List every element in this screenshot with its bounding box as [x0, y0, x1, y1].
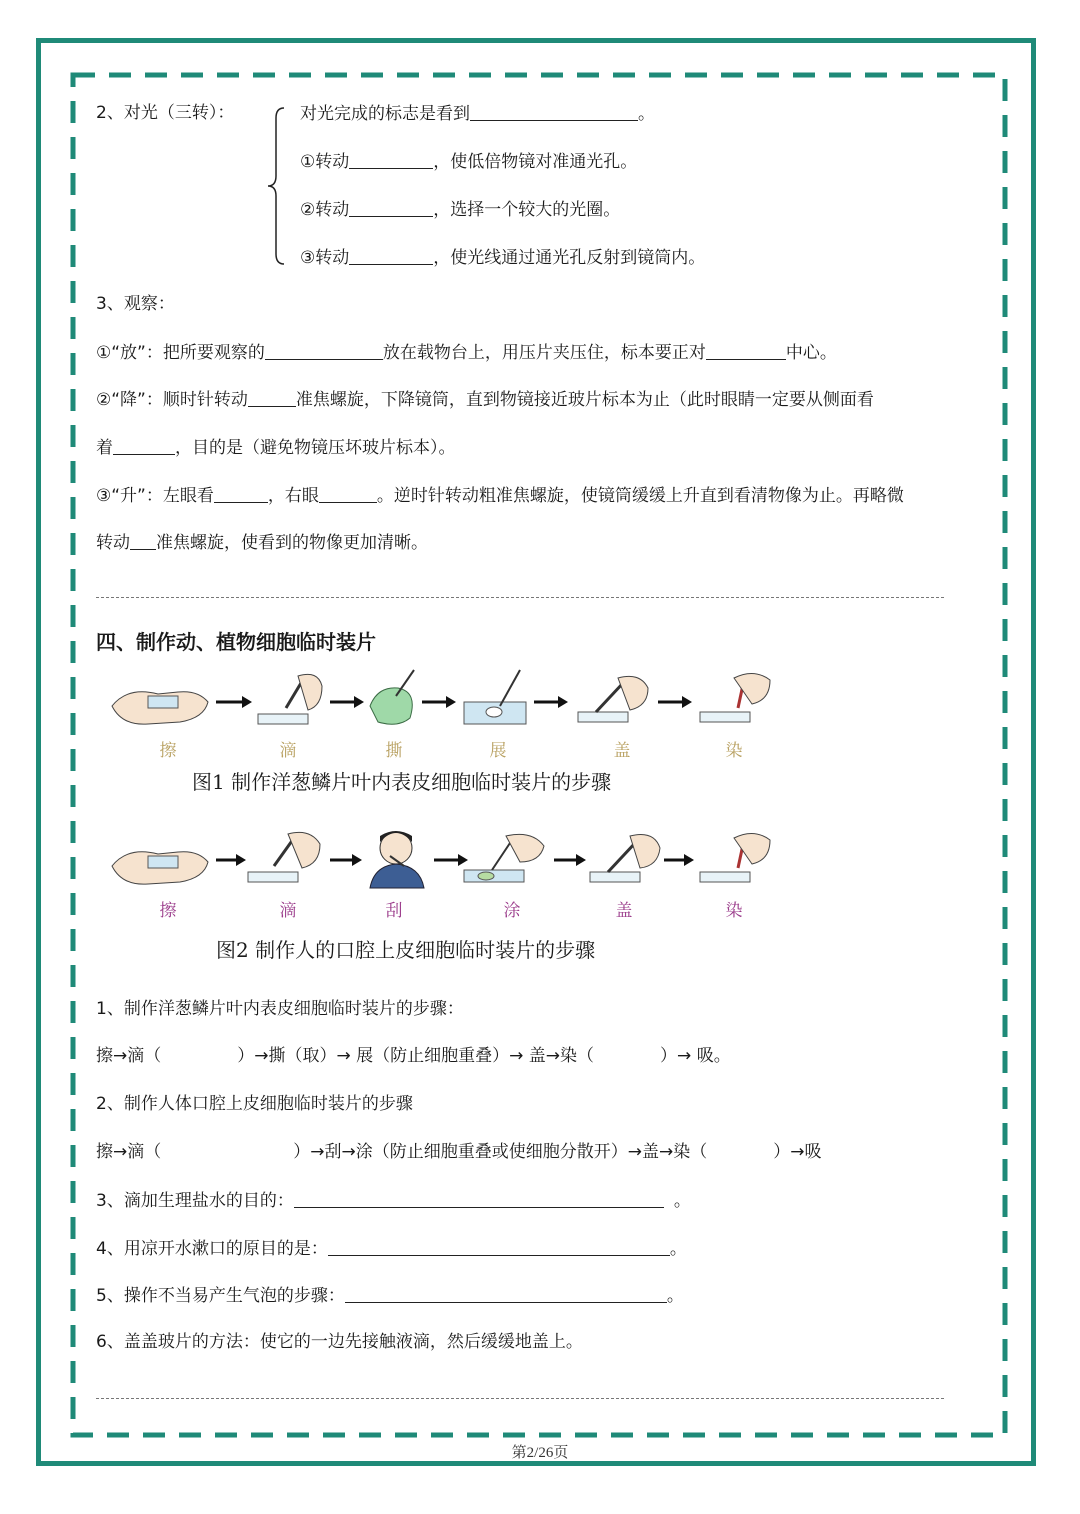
text: 3、滴加生理盐水的目的：	[96, 1191, 294, 1211]
text: 中心。	[785, 343, 837, 363]
fig1-label-1: 擦	[159, 741, 177, 761]
text: ，目的是（避免物镜压坏玻片标本）。	[175, 438, 456, 458]
arrow-icon	[216, 854, 246, 866]
sign-end: 。	[638, 104, 655, 124]
step-2	[300, 198, 620, 221]
text: ）→ 吸。	[660, 1046, 731, 1066]
text: 转动	[96, 533, 130, 553]
arrow-icon	[664, 854, 694, 866]
answer-blank[interactable]	[328, 1237, 670, 1256]
text: 。逆时针转动粗准焦螺旋，使镜筒缓缓上升直到看清物像为止。再略微	[376, 486, 904, 506]
observe-line-4	[96, 484, 904, 507]
arrow-icon	[216, 696, 252, 708]
cover-slip-icon	[578, 676, 648, 722]
answer-blank[interactable]	[294, 1189, 664, 1208]
step-1-b: ，使低倍物镜对准通光孔。	[433, 152, 638, 172]
section3-title: 3、观察：	[96, 294, 175, 314]
section4-heading: 四、制作动、植物细胞临时装片	[96, 630, 376, 654]
question-2-steps	[96, 1141, 821, 1163]
text: 。	[669, 1239, 687, 1259]
divider	[96, 1398, 944, 1399]
text: 放在载物台上，用压片夹压住，标本要正对	[382, 343, 706, 363]
fig2-label-5: 盖	[615, 901, 633, 921]
text: ①“放”：把所要观察的	[96, 343, 265, 363]
inner-dashed-frame	[70, 72, 1008, 1438]
text: ②“降”：顺时针转动	[96, 390, 248, 410]
question-5	[96, 1284, 684, 1307]
arrow-icon	[534, 696, 568, 708]
blank[interactable]	[248, 388, 296, 407]
step-1	[300, 150, 637, 173]
figure-1-caption: 图1 制作洋葱鳞片叶内表皮细胞临时装片的步骤	[192, 770, 612, 794]
arrow-icon	[434, 854, 468, 866]
dropper-icon	[258, 674, 322, 724]
blank[interactable]	[706, 341, 786, 360]
text: 准焦螺旋，下降镜筒，直到物镜接近玻片标本为止（此时眼睛一定要从侧面看	[295, 390, 874, 410]
text: 。	[673, 1191, 691, 1211]
blank[interactable]	[349, 198, 433, 217]
step-3-b: ，使光线通过通光孔反射到镜筒内。	[433, 248, 706, 268]
question-2: 2、制作人体口腔上皮细胞临时装片的步骤	[96, 1094, 413, 1114]
section2-title: 2、对光（三转）：	[96, 103, 235, 123]
question-6: 6、盖盖玻片的方法：使它的一边先接触液滴，然后缓缓地盖上。	[96, 1332, 583, 1352]
sign-text: 对光完成的标志是看到	[300, 104, 470, 124]
text: ③“升”：左眼看	[96, 486, 214, 506]
blank[interactable]	[349, 246, 433, 265]
person-mouth-icon	[370, 831, 424, 888]
fig1-label-2: 滴	[279, 741, 297, 761]
cover-slip-icon	[590, 835, 660, 883]
question-4	[96, 1237, 687, 1260]
question-1: 1、制作洋葱鳞片叶内表皮细胞临时装片的步骤：	[96, 999, 464, 1019]
text: 擦→滴（	[96, 1142, 162, 1162]
text: 4、用凉开水漱口的原目的是：	[96, 1239, 328, 1259]
step-2-a: ②转动	[300, 200, 350, 220]
figure-1-illustration	[108, 666, 808, 746]
step-3-a: ③转动	[300, 248, 350, 268]
question-3	[96, 1189, 691, 1212]
fig2-label-4: 涂	[503, 901, 521, 921]
blank[interactable]	[319, 484, 377, 503]
slide-spread-icon	[464, 670, 526, 724]
blank[interactable]	[113, 436, 175, 455]
sign-line	[300, 102, 655, 125]
fig2-label-2: 滴	[279, 901, 297, 921]
observe-line-5	[96, 531, 428, 554]
text: ）→吸	[773, 1142, 822, 1162]
onion-peel-icon	[370, 670, 414, 724]
text: 。	[666, 1286, 684, 1306]
arrow-icon	[658, 696, 692, 708]
text: 着	[96, 438, 113, 458]
smear-icon	[464, 834, 544, 882]
arrow-icon	[330, 696, 364, 708]
fig2-label-6: 染	[725, 901, 743, 921]
step-2-b: ，选择一个较大的光圈。	[433, 200, 621, 220]
page-number: 第2/26页	[511, 1445, 569, 1461]
blank[interactable]	[265, 341, 383, 360]
text: 5、操作不当易产生气泡的步骤：	[96, 1286, 345, 1306]
arrow-icon	[330, 854, 362, 866]
arrow-icon	[554, 854, 586, 866]
question-1-steps	[96, 1045, 731, 1067]
observe-line-1	[96, 341, 837, 364]
text: ，右眼	[267, 486, 319, 506]
figure-2-illustration	[108, 826, 808, 906]
text: 准焦螺旋，使看到的物像更加清晰。	[156, 533, 428, 553]
stain-icon	[700, 833, 770, 882]
text: ）→撕（取）→ 展（防止细胞重叠）→ 盖→染（	[237, 1046, 595, 1066]
fig1-label-6: 染	[725, 741, 743, 761]
blank[interactable]	[349, 150, 433, 169]
step-1-a: ①转动	[300, 152, 350, 172]
arrow-icon	[422, 696, 456, 708]
observe-line-2	[96, 388, 874, 411]
fig2-label-1: 擦	[159, 901, 177, 921]
figure-2-caption: 图2 制作人的口腔上皮细胞临时装片的步骤	[216, 938, 596, 962]
observe-line-3	[96, 436, 456, 459]
text: 擦→滴（	[96, 1046, 162, 1066]
divider	[96, 597, 944, 598]
blank[interactable]	[130, 531, 156, 550]
brace	[266, 106, 288, 266]
blank[interactable]	[470, 102, 638, 121]
stain-icon	[700, 673, 770, 722]
wipe-hands-icon	[112, 692, 208, 724]
blank[interactable]	[214, 484, 268, 503]
text: ）→刮→涂（防止细胞重叠或使细胞分散开）→盖→染（	[293, 1142, 708, 1162]
fig1-label-4: 展	[489, 741, 507, 761]
fig2-label-3: 刮	[385, 901, 403, 921]
fig1-label-3: 撕	[385, 741, 403, 761]
wipe-hands-icon	[112, 852, 208, 884]
answer-blank[interactable]	[345, 1284, 667, 1303]
dropper-icon	[248, 832, 320, 882]
step-3	[300, 246, 705, 269]
fig1-label-5: 盖	[613, 741, 631, 761]
